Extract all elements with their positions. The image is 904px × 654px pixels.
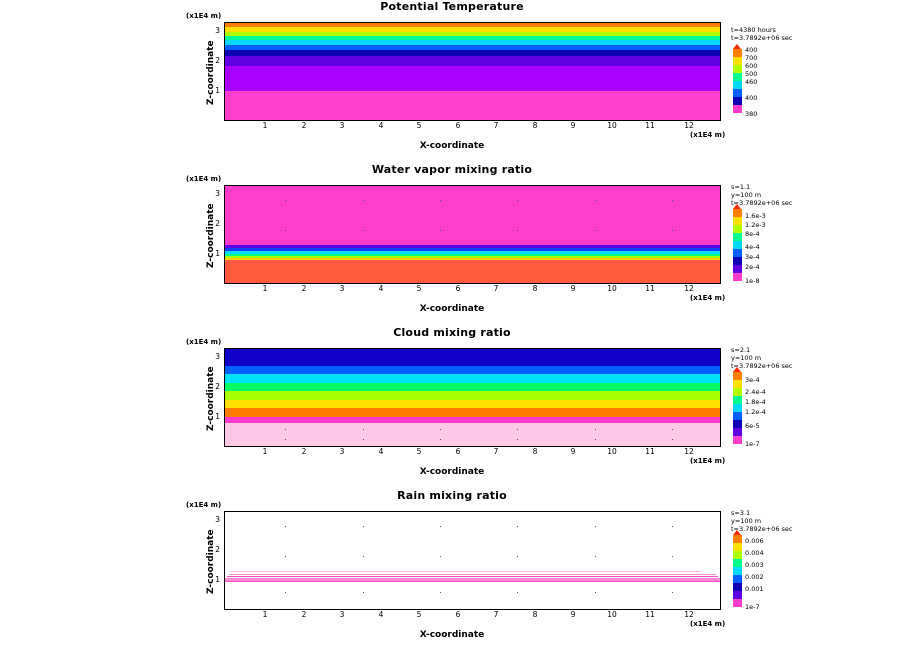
colorbar-label: 1e-8 bbox=[745, 277, 760, 285]
x-tick-label: 12 bbox=[684, 284, 694, 293]
grid-dot bbox=[672, 230, 673, 231]
x-tick-label: 11 bbox=[645, 610, 655, 619]
grid-dot bbox=[672, 592, 673, 593]
x-tick-label: 2 bbox=[301, 284, 307, 293]
colorbar-segment bbox=[733, 257, 742, 265]
x-tick-label: 1 bbox=[262, 610, 268, 619]
colorbar-segment bbox=[733, 412, 742, 420]
contour-band bbox=[225, 66, 720, 91]
annotation-time-hours: t=4380 hours bbox=[731, 26, 776, 34]
colorbar-label: 400 bbox=[745, 94, 758, 102]
x-tick-label: 1 bbox=[262, 121, 268, 130]
x-axis-label: X-coordinate bbox=[419, 467, 485, 477]
colorbar-segment bbox=[733, 225, 742, 233]
x-tick-label: 9 bbox=[570, 121, 576, 130]
colorbar-label: 2.4e-4 bbox=[745, 388, 766, 396]
y-tick-label: 3 bbox=[215, 26, 220, 35]
colorbar-segment bbox=[733, 372, 742, 380]
x-unit-label: (x1E4 m) bbox=[690, 457, 726, 465]
grid-dot bbox=[285, 592, 286, 593]
y-tick-label: 2 bbox=[215, 219, 220, 228]
y-axis-label: Z-coordinate bbox=[206, 203, 216, 268]
annotation-time-sec: t=3.7892e+06 sec bbox=[731, 34, 793, 42]
y-tick-label: 3 bbox=[215, 515, 220, 524]
x-tick-label: 3 bbox=[339, 610, 345, 619]
colorbar-label: 0.004 bbox=[745, 549, 764, 557]
y-tick-label: 1 bbox=[215, 412, 220, 421]
colorbar-segment bbox=[733, 599, 742, 607]
grid-dot bbox=[285, 526, 286, 527]
colorbar-segment bbox=[733, 591, 742, 599]
x-axis-label: X-coordinate bbox=[419, 630, 485, 640]
grid-dot bbox=[363, 200, 364, 201]
x-tick-label: 5 bbox=[416, 121, 422, 130]
colorbar-segment bbox=[733, 535, 742, 543]
x-tick-label: 4 bbox=[378, 284, 384, 293]
colorbar-segment bbox=[733, 428, 742, 436]
colorbar-segment bbox=[733, 217, 742, 225]
colorbar-segment bbox=[733, 583, 742, 591]
annotation-time-sec: t=3.7892e+06 sec bbox=[731, 525, 793, 533]
plot-area-rain[interactable] bbox=[224, 511, 721, 610]
x-tick-label: 7 bbox=[493, 610, 499, 619]
x-axis-label: X-coordinate bbox=[419, 304, 485, 314]
colorbar-segment bbox=[733, 249, 742, 257]
grid-dot bbox=[517, 439, 518, 440]
x-tick-label: 12 bbox=[684, 610, 694, 619]
contour-band bbox=[225, 32, 720, 36]
colorbar-segment bbox=[733, 273, 742, 281]
x-tick-label: 5 bbox=[416, 610, 422, 619]
colorbar-label: 380 bbox=[745, 110, 758, 118]
x-tick-label: 4 bbox=[378, 121, 384, 130]
grid-dot bbox=[672, 556, 673, 557]
grid-dot bbox=[672, 200, 673, 201]
colorbar-label: 1.8e-4 bbox=[745, 398, 766, 406]
grid-dot bbox=[363, 556, 364, 557]
x-unit-label: (x1E4 m) bbox=[690, 131, 726, 139]
contour-band bbox=[225, 423, 720, 446]
x-tick-label: 5 bbox=[416, 284, 422, 293]
x-tick-label: 2 bbox=[301, 121, 307, 130]
x-tick-label: 6 bbox=[455, 610, 461, 619]
grid-dot bbox=[595, 526, 596, 527]
z-unit-label: (x1E4 m) bbox=[186, 501, 222, 509]
y-axis-label: Z-coordinate bbox=[206, 40, 216, 105]
contour-band bbox=[225, 349, 720, 366]
y-axis-label: Z-coordinate bbox=[206, 366, 216, 431]
x-tick-label: 1 bbox=[262, 447, 268, 456]
plot-area-cloud[interactable] bbox=[224, 348, 721, 447]
grid-dot bbox=[285, 439, 286, 440]
colorbar bbox=[733, 372, 742, 436]
x-tick-label: 1 bbox=[262, 284, 268, 293]
grid-dot bbox=[440, 526, 441, 527]
panel-cloud-mixing-ratio bbox=[0, 326, 904, 486]
colorbar-segment bbox=[733, 420, 742, 428]
colorbar-label: 6e-5 bbox=[745, 422, 760, 430]
grid-dot bbox=[517, 526, 518, 527]
x-tick-label: 3 bbox=[339, 121, 345, 130]
colorbar-label: 700 bbox=[745, 54, 758, 62]
grid-dot bbox=[285, 200, 286, 201]
x-tick-label: 8 bbox=[532, 610, 538, 619]
grid-dot bbox=[285, 230, 286, 231]
y-tick-label: 1 bbox=[215, 86, 220, 95]
grid-dot bbox=[517, 556, 518, 557]
contour-band bbox=[225, 36, 720, 40]
grid-dot bbox=[363, 439, 364, 440]
grid-dot bbox=[285, 429, 286, 430]
colorbar-label: 400 bbox=[745, 46, 758, 54]
grid-dot bbox=[363, 429, 364, 430]
colorbar-segment bbox=[733, 543, 742, 551]
colorbar-label: 460 bbox=[745, 78, 758, 86]
annotation-y-position: y=100 m bbox=[731, 354, 762, 362]
x-tick-label: 8 bbox=[532, 284, 538, 293]
annotation-slice: s=1.1 bbox=[731, 183, 751, 191]
colorbar-segment bbox=[733, 380, 742, 388]
panel-title: Cloud mixing ratio bbox=[393, 326, 511, 339]
y-tick-label: 2 bbox=[215, 56, 220, 65]
grid-dot bbox=[440, 592, 441, 593]
plot-area-water-vapor[interactable] bbox=[224, 185, 721, 284]
colorbar bbox=[733, 209, 742, 273]
x-tick-label: 7 bbox=[493, 284, 499, 293]
x-tick-label: 9 bbox=[570, 610, 576, 619]
x-tick-label: 12 bbox=[684, 447, 694, 456]
annotation-time-sec: t=3.7892e+06 sec bbox=[731, 362, 793, 370]
panel-title: Potential Temperature bbox=[380, 0, 524, 13]
grid-dot bbox=[363, 592, 364, 593]
grid-dot bbox=[595, 439, 596, 440]
colorbar-label: 0.001 bbox=[745, 585, 764, 593]
x-tick-label: 10 bbox=[607, 447, 617, 456]
colorbar-label: 1.2e-3 bbox=[745, 221, 766, 229]
annotation-slice: s=2.1 bbox=[731, 346, 751, 354]
contour-band bbox=[225, 383, 720, 391]
grid-dot bbox=[440, 429, 441, 430]
x-tick-label: 6 bbox=[455, 447, 461, 456]
grid-dot bbox=[517, 200, 518, 201]
z-unit-label: (x1E4 m) bbox=[186, 175, 222, 183]
colorbar-label: 0.006 bbox=[745, 537, 764, 545]
x-tick-label: 8 bbox=[532, 121, 538, 130]
colorbar-segment bbox=[733, 396, 742, 404]
x-tick-label: 10 bbox=[607, 284, 617, 293]
y-tick-label: 1 bbox=[215, 249, 220, 258]
annotation-y-position: y=100 m bbox=[731, 191, 762, 199]
colorbar-segment bbox=[733, 436, 742, 444]
y-tick-label: 2 bbox=[215, 545, 220, 554]
colorbar-segment bbox=[733, 65, 742, 73]
y-tick-label: 1 bbox=[215, 575, 220, 584]
colorbar-label: 2e-4 bbox=[745, 263, 760, 271]
x-tick-label: 7 bbox=[493, 121, 499, 130]
colorbar-label: 1.2e-4 bbox=[745, 408, 766, 416]
colorbar-label: 500 bbox=[745, 70, 758, 78]
x-tick-label: 4 bbox=[378, 447, 384, 456]
panel-title: Water vapor mixing ratio bbox=[371, 163, 533, 176]
contour-line bbox=[227, 576, 718, 577]
colorbar-segment bbox=[733, 209, 742, 217]
contour-band bbox=[225, 408, 720, 417]
contour-band bbox=[225, 260, 720, 283]
colorbar-segment bbox=[733, 388, 742, 396]
contour-band bbox=[225, 400, 720, 408]
x-tick-label: 3 bbox=[339, 284, 345, 293]
panel-potential-temperature bbox=[0, 0, 904, 160]
colorbar-segment bbox=[733, 73, 742, 81]
colorbar-label: 4e-4 bbox=[745, 243, 760, 251]
contour-band bbox=[225, 56, 720, 66]
grid-dot bbox=[440, 230, 441, 231]
contour-line bbox=[229, 574, 716, 575]
contour-line bbox=[225, 581, 720, 582]
grid-dot bbox=[595, 592, 596, 593]
colorbar-segment bbox=[733, 89, 742, 97]
grid-dot bbox=[440, 439, 441, 440]
plot-area-potential-temperature[interactable] bbox=[224, 22, 721, 121]
y-axis-label: Z-coordinate bbox=[206, 529, 216, 594]
grid-dot bbox=[672, 429, 673, 430]
grid-dot bbox=[517, 592, 518, 593]
x-tick-label: 4 bbox=[378, 610, 384, 619]
x-tick-label: 11 bbox=[645, 447, 655, 456]
colorbar-segment bbox=[733, 265, 742, 273]
contour-band bbox=[225, 186, 720, 245]
colorbar-label: 0.002 bbox=[745, 573, 764, 581]
grid-dot bbox=[595, 556, 596, 557]
x-tick-label: 5 bbox=[416, 447, 422, 456]
panel-rain-mixing-ratio bbox=[0, 489, 904, 654]
contour-line bbox=[231, 571, 700, 572]
grid-dot bbox=[363, 230, 364, 231]
colorbar-segment bbox=[733, 551, 742, 559]
colorbar-segment bbox=[733, 97, 742, 105]
colorbar-segment bbox=[733, 559, 742, 567]
x-tick-label: 8 bbox=[532, 447, 538, 456]
colorbar-segment bbox=[733, 105, 742, 113]
grid-dot bbox=[517, 429, 518, 430]
colorbar-segment bbox=[733, 575, 742, 583]
colorbar-segment bbox=[733, 241, 742, 249]
x-tick-label: 9 bbox=[570, 447, 576, 456]
colorbar-label: 8e-4 bbox=[745, 230, 760, 238]
grid-dot bbox=[595, 230, 596, 231]
x-unit-label: (x1E4 m) bbox=[690, 620, 726, 628]
grid-dot bbox=[517, 230, 518, 231]
z-unit-label: (x1E4 m) bbox=[186, 12, 222, 20]
annotation-slice: s=3.1 bbox=[731, 509, 751, 517]
x-tick-label: 6 bbox=[455, 121, 461, 130]
colorbar-segment bbox=[733, 233, 742, 241]
grid-dot bbox=[672, 526, 673, 527]
x-tick-label: 10 bbox=[607, 610, 617, 619]
contour-band bbox=[225, 50, 720, 56]
colorbar-label: 1.6e-3 bbox=[745, 212, 766, 220]
grid-dot bbox=[285, 556, 286, 557]
colorbar bbox=[733, 49, 742, 105]
colorbar bbox=[733, 535, 742, 599]
annotation-time-sec: t=3.7892e+06 sec bbox=[731, 199, 793, 207]
grid-dot bbox=[595, 200, 596, 201]
colorbar-label: 3e-4 bbox=[745, 253, 760, 261]
x-tick-label: 6 bbox=[455, 284, 461, 293]
colorbar-segment bbox=[733, 81, 742, 89]
colorbar-label: 600 bbox=[745, 62, 758, 70]
colorbar-segment bbox=[733, 567, 742, 575]
contour-band bbox=[225, 45, 720, 50]
x-tick-label: 7 bbox=[493, 447, 499, 456]
contour-band bbox=[225, 366, 720, 374]
x-tick-label: 3 bbox=[339, 447, 345, 456]
colorbar-label: 3e-4 bbox=[745, 376, 760, 384]
y-tick-label: 3 bbox=[215, 352, 220, 361]
colorbar-segment bbox=[733, 49, 742, 57]
grid-dot bbox=[363, 526, 364, 527]
contour-band bbox=[225, 23, 720, 27]
x-tick-label: 11 bbox=[645, 121, 655, 130]
x-tick-label: 10 bbox=[607, 121, 617, 130]
colorbar-label: 0.003 bbox=[745, 561, 764, 569]
contour-band bbox=[225, 27, 720, 32]
x-axis-label: X-coordinate bbox=[419, 141, 485, 151]
colorbar-label: 1e-7 bbox=[745, 440, 760, 448]
x-tick-label: 9 bbox=[570, 284, 576, 293]
colorbar-segment bbox=[733, 57, 742, 65]
annotation-y-position: y=100 m bbox=[731, 517, 762, 525]
y-tick-label: 2 bbox=[215, 382, 220, 391]
colorbar-label: 1e-7 bbox=[745, 603, 760, 611]
grid-dot bbox=[595, 429, 596, 430]
panel-title: Rain mixing ratio bbox=[397, 489, 507, 502]
x-tick-label: 12 bbox=[684, 121, 694, 130]
x-tick-label: 11 bbox=[645, 284, 655, 293]
z-unit-label: (x1E4 m) bbox=[186, 338, 222, 346]
grid-dot bbox=[440, 200, 441, 201]
x-tick-label: 2 bbox=[301, 610, 307, 619]
contour-band bbox=[225, 40, 720, 45]
contour-band bbox=[225, 391, 720, 400]
contour-band bbox=[225, 91, 720, 120]
y-tick-label: 3 bbox=[215, 189, 220, 198]
grid-dot bbox=[440, 556, 441, 557]
contour-band bbox=[225, 374, 720, 383]
panel-water-vapor bbox=[0, 163, 904, 323]
grid-dot bbox=[672, 439, 673, 440]
x-unit-label: (x1E4 m) bbox=[690, 294, 726, 302]
x-tick-label: 2 bbox=[301, 447, 307, 456]
colorbar-segment bbox=[733, 404, 742, 412]
